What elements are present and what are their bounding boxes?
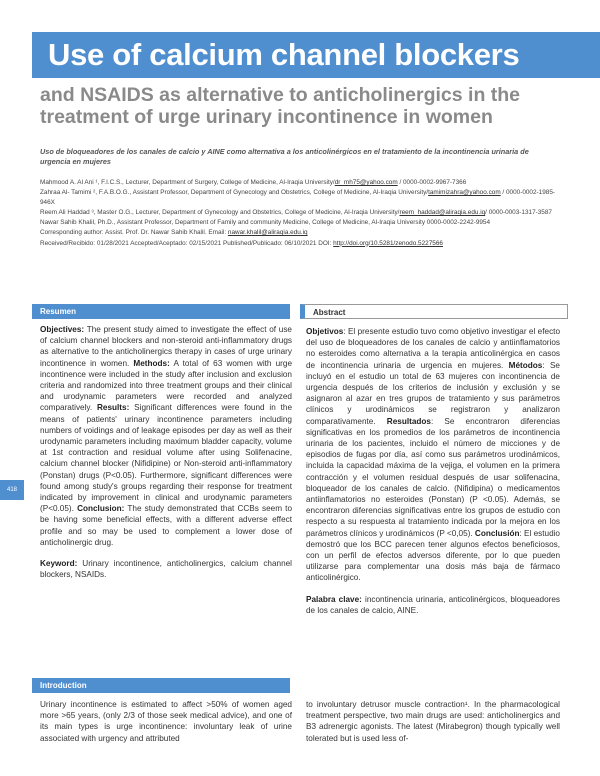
conclusion-es-text: : El estudio demostró que los BCC parecen tener algunos efectos beneficiosos, con un perfil de efectos adversos diferente, por lo que pueden utilizarse para complementar una dosis más baja de fármaco anticolinérgico. [306,528,560,583]
conclusion-es-label: Conclusión [474,528,520,538]
author-3-orcid: / 0000-0003-1317-3587 [485,209,552,217]
resultados-text: : Se encontraron diferencias significativas en los promedios de los parámetros de incontinencia urinaria de los pacientes, incluido el número de micciones y de episodios de fugas por día, así como sus parámetros urodinámicos, incluida la capacidad máxima de la vejiga, el volumen en la primera contracción y el volumen residual después de usar solifenacina, bloqueador de los canales de calcio. (Nifidipina) o medicamentos antiinflamatorios no esteroides (Ponstan) (P <0.05). Además, se encontraron diferencias significativas entre los grupos de estudio con respecto a su respuesta al tratamiento indicada por la mejora en los parámetros clínicos y urodinámicos (P <0,05). [306,416,561,538]
author-1-email[interactable]: dr_mh75@yahoo.com [334,179,398,186]
keywords-label: Keyword: [40,559,78,569]
conclusion-label: Conclusion: [77,504,125,514]
article-title: Use of calcium channel blockers [48,37,520,72]
author-1-orcid: / 0000-0002-9967-7366 [397,179,467,186]
corresponding-author [40,228,560,238]
author-2-text: Zahraa Al- Tamimi ², F.A.B.O.G., Assistant Professor, Department of Gynecology and Obstetrics, College of Medicine, Al-Iraqia University/ [40,189,429,197]
introduction-right: to involuntary detrusor muscle contraction¹. In the pharmacological treatment perspective, two main drugs are used: anticholinergics and B3 adrenergic agonists. The latest (Mirabegron) though typically well tolerated but is used less of- [306,700,560,743]
article-subtitle: and NSAIDS as alternative to anticholinergics in the treatment of urge urinary incontinence in women [40,84,521,128]
corr-email[interactable]: nawar.khalil@aliraqia.edu.iq [227,229,308,237]
introduction-left: Urinary incontinence is estimated to affect >50% of women aged more >65 years, (only 2/3 of those seek medical advice), and one of its main types is urge incontinence: involuntary leak of urine associated with urgency and attributed [40,700,292,743]
keywords [40,558,292,580]
author-1 [40,178,560,188]
spanish-title: Uso de bloqueadores de los canales de calcio y AINE como alternativa a los anticolinérgicos en el tratamiento de la incontinencia urinaria de urgencia en mujeres [40,147,529,166]
objetivos-label: Objetivos [306,327,344,336]
objectives-label: Objectives: [40,325,85,334]
keywords-text: Urinary incontinence, anticholinergics, calcium channel blockers, NSAIDs. [40,559,292,580]
palabras-clave-label: Palabra clave: [306,594,362,604]
author-block [40,178,560,249]
palabras-clave [306,594,560,616]
introduction-header: Introduction [32,678,290,693]
resumen-header: Resumen [32,304,290,319]
objectives-text: The present study aimed to investigate the effect of use of calcium channel blockers and non-steroid anti-inflammatory drugs as alternative to the anticholinergics therapy in cases of urge urinary incontinence in women. [40,325,292,368]
author-1-text: Mahmood A. Al Ani ¹, F.I.C.S., Lecturer, Department of Surgery, College of Medicine, Al-Iraqia University/ [40,179,335,186]
results-text: Significant differences were found in the means of patients' urinary incontinence parameters including numbers of voidings and of leakage episodes per day as well as their urodynamic parameters including maximum bladder capacity, volume at 1st contraction and residual volume after using Solifenacine, calcium channel blocker (Nifidipine) or Non-steroid anti-inflammatory (Ponstan) drugs (P<0.05). Furthermore, significant differences were found among study's groups regarding their response for treatment indicated by improvement in clinical and urodynamic parameters (P<0.05). [40,403,292,514]
spanish-abstract-body [306,326,560,584]
palabras-clave-text: incontinencia urinaria, anticolinérgicos, bloqueadores de los canales de calcio, AINE. [306,594,560,615]
author-2 [40,188,560,208]
results-label: Results: [97,403,130,413]
corr-text: Corresponding author: Assist. Prof. Dr. Nawar Sahib Khalil. Email: [40,229,228,237]
page-number: 418 [0,480,24,500]
english-abstract [40,324,292,580]
author-3-text: Reem Ali Haddad ³, Master O.G., Lecturer, Department of Gynecology and Obstetrics, College of Medicine, Al-Iraqia University/ [40,209,400,217]
methods-text: A total of 63 women with urge incontinence were included in the study after inclusion and exclusion criteria and randomized into three treatment groups and their clinical and urodynamic parameters were recorded and analyzed comparatively. [40,358,292,413]
metodos-label: Métodos [508,360,543,370]
author-3-email[interactable]: reem_haddad@aliraqia.edu.iq [399,209,486,217]
methods-label: Methods: [133,358,170,368]
author-3 [40,208,560,218]
spanish-abstract [306,326,560,616]
dates-text: Received/Recibido: 01/28/2021 Accepted/Aceptado: 02/15/2021 Published/Publicado: 06/10/2021 DOI: [40,239,334,247]
metodos-text: : Se incluyó en el estudio un total de 63 mujeres con incontinencia de urgencia después de los criterios de inclusión y exclusión y se asignaron al azar en tres grupos de tratamiento y sus parámetros clínicos y urodinámicos se registraron y analizaron comparativamente. [306,360,560,426]
conclusion-text: The study demonstrated that CCBs seem to be having some beneficial effects, with a different adverse effect profile and so may be used to complement a lower dose of anticholinergic drug. [40,504,293,547]
title-band [32,32,600,78]
doi-link[interactable]: http://doi.org/10.5281/zenodo.5227566 [333,239,443,247]
author-4: Nawar Sahib Khalil, Ph.D., Assistant Professor, Department of Family and community Medicine, College of Medicine, Al-Iraqia University 0000-0002-2242-9954 [40,219,491,227]
author-2-email[interactable]: tamimizahra@yahoo.com [428,189,501,197]
english-abstract-body [40,324,292,548]
objetivos-text: : El presente estudio tuvo como objetivo investigar el efecto del uso de bloqueadores de los canales de calcio y antiinflamatorios no esteroides como alternativa a la terapia anticolinérgica en casos de incontinencia urinaria de urgencia en mujeres. [306,327,560,370]
dates-doi [40,239,560,249]
author-2-orcid: / 0000-0002-1985-946X [40,189,556,207]
abstract-header: Abstract [300,304,568,319]
resultados-label: Resultados [386,416,431,426]
